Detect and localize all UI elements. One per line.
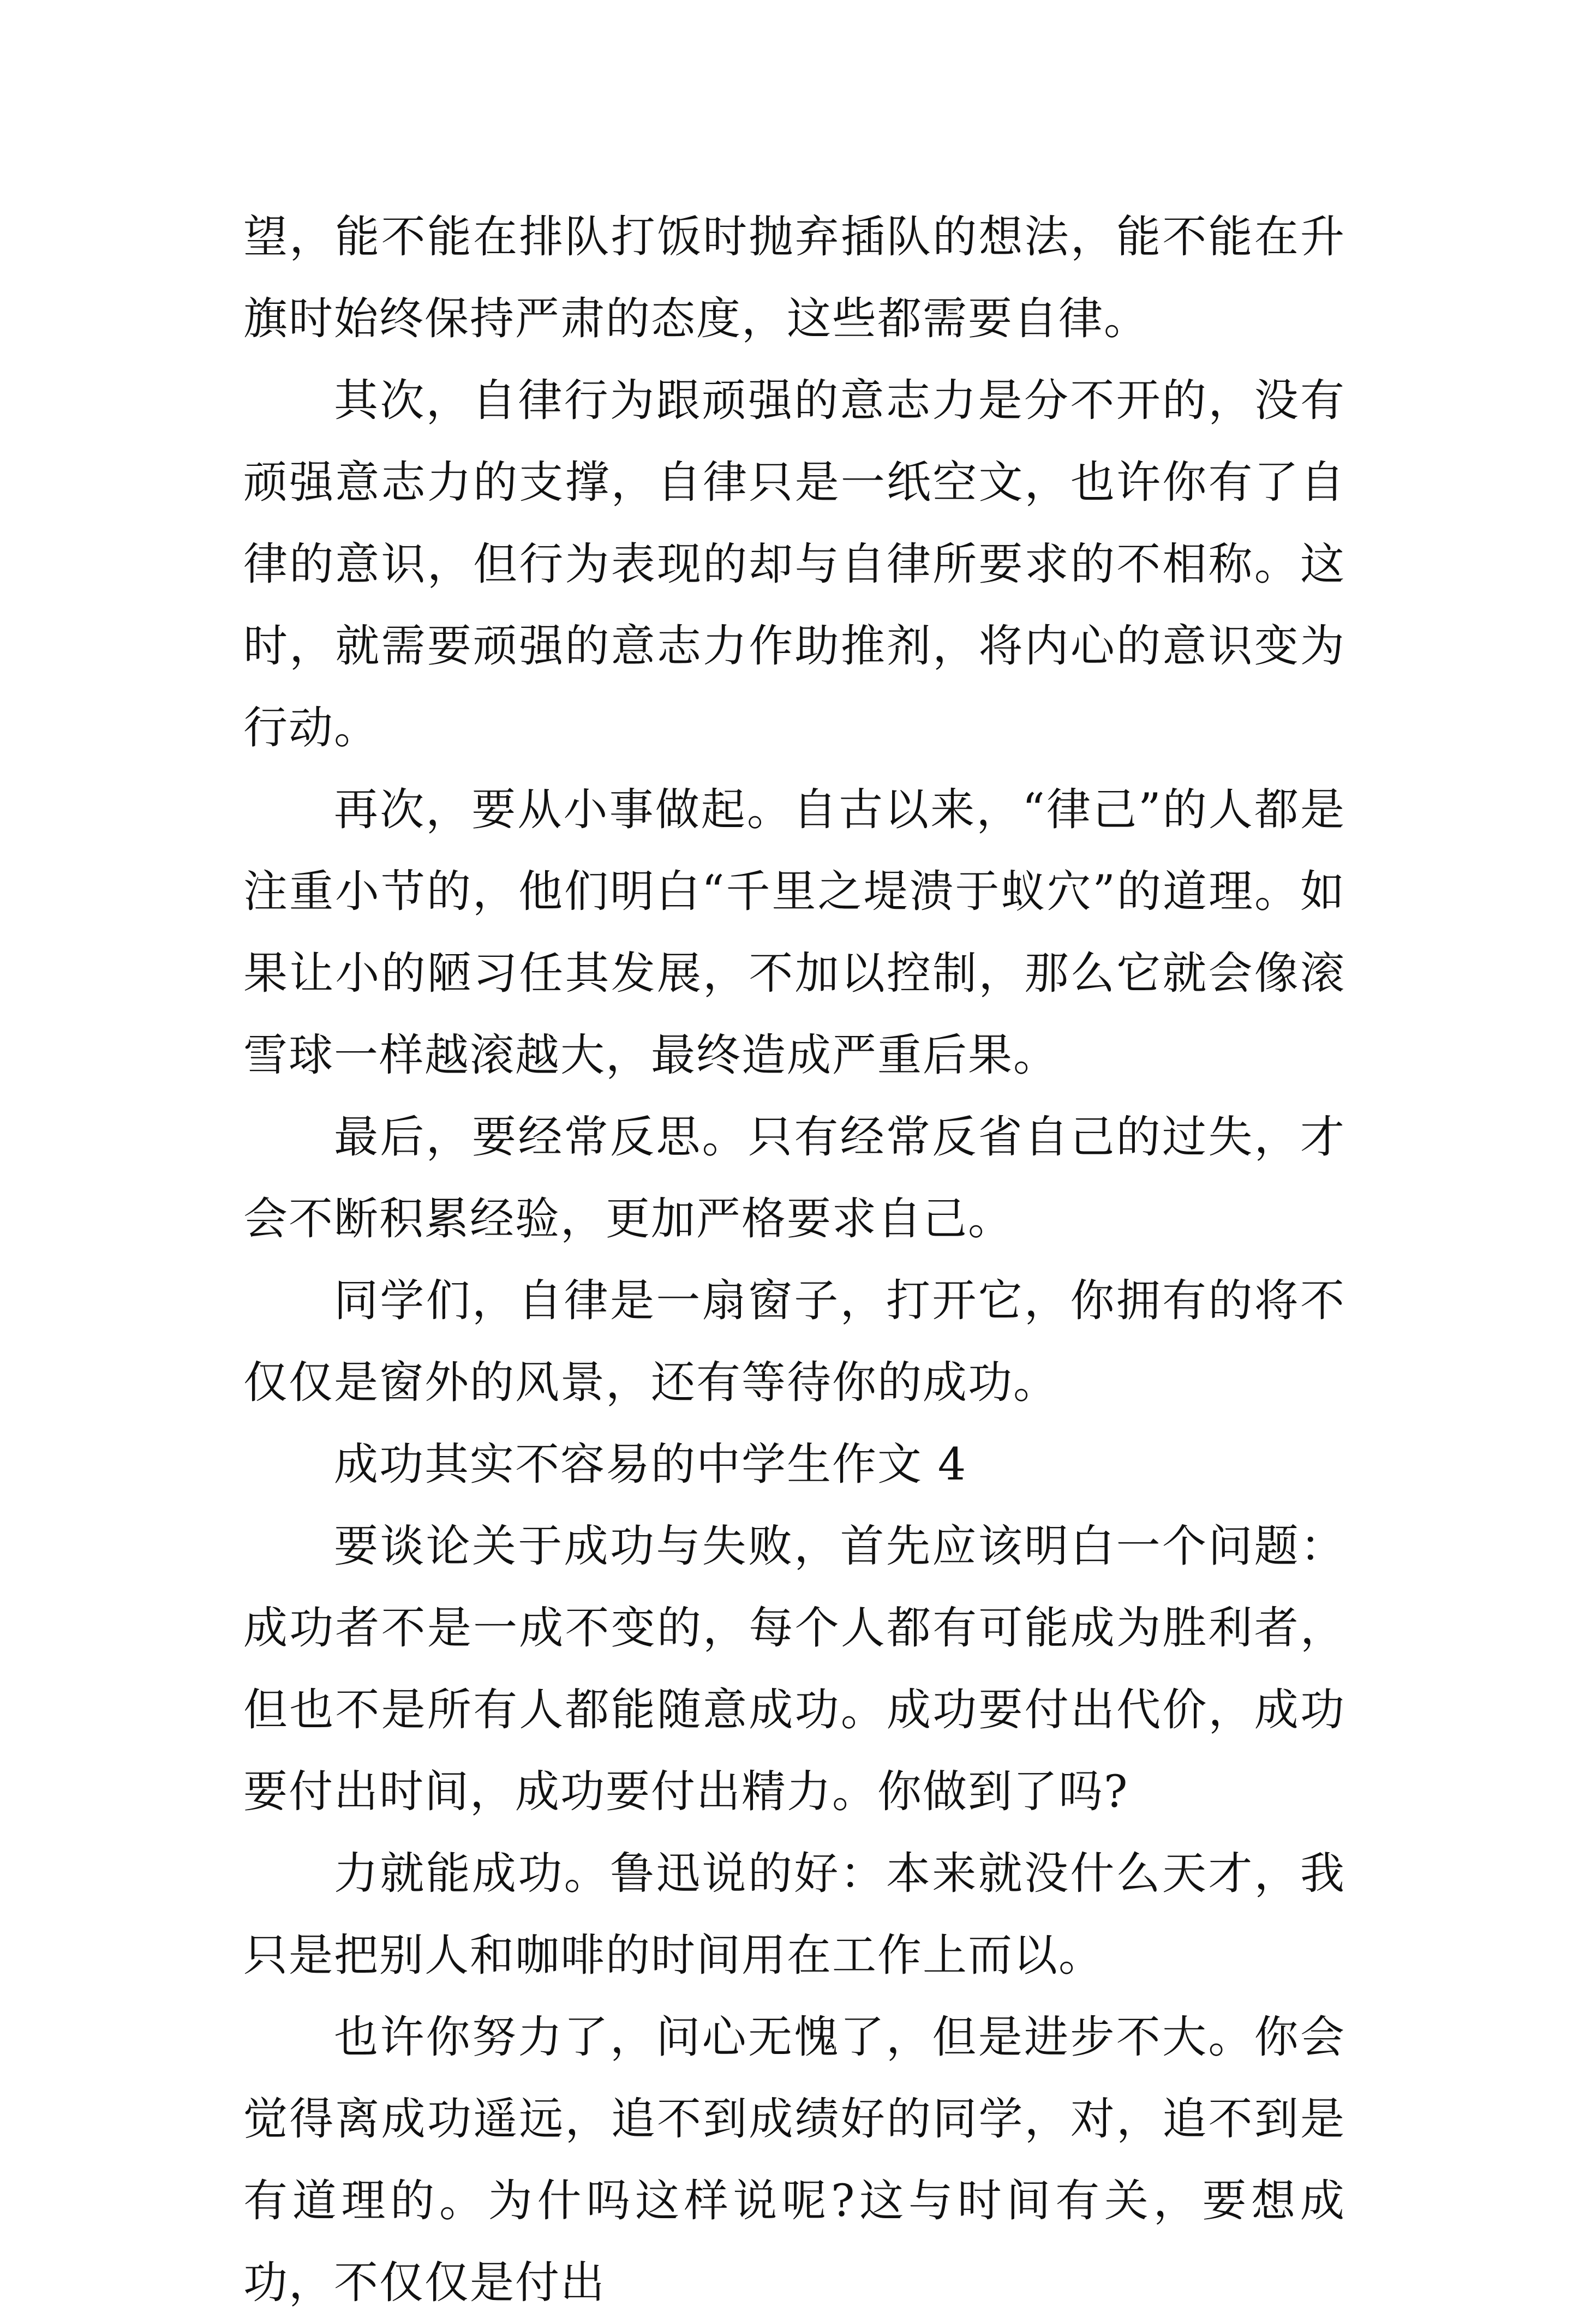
paragraph-conclusion: 同学们，自律是一扇窗子，打开它，你拥有的将不仅仅是窗外的风景，还有等待你的成功。 — [243, 1275, 1345, 1409]
paragraph-reflection: 最后，要经常反思。只有经常反省自己的过失，才会不断积累经验，更加严格要求自己。 — [243, 1112, 1345, 1245]
document-body — [243, 196, 1345, 2324]
paragraph-effort-time: 也许你努力了，问心无愧了，但是进步不大。你会觉得离成功遥远，追不到成绩好的同学，对，追不到是有道理的。为什吗这样说呢?这与时间有关，要想成功，不仅仅是付出 — [243, 2012, 1345, 2309]
essay-title: 成功其实不容易的中学生作文 4 — [334, 1439, 967, 1490]
paragraph-success-failure: 要谈论关于成功与失败，首先应该明白一个问题：成功者不是一成不变的，每个人都有可能成为胜利者，但也不是所有人都能随意成功。成功要付出代价，成功要付出时间，成功要付出精力。你做到了吗? — [243, 1521, 1345, 1818]
paragraph-willpower: 其次，自律行为跟顽强的意志力是分不开的，没有顽强意志力的支撑，自律只是一纸空文，也许你有了自律的意识，但行为表现的却与自律所要求的不相称。这时，就需要顽强的意志力作助推剂，将内心的意识变为行动。 — [243, 375, 1345, 754]
paragraph-continuation: 望，能不能在排队打饭时抛弃插队的想法，能不能在升旗时始终保持严肃的态度，这些都需要自律。 — [243, 212, 1345, 345]
paragraph-lu-xun-quote: 力就能成功。鲁迅说的好：本来就没什么天才，我只是把别人和咖啡的时间用在工作上而以。 — [243, 1848, 1345, 1981]
paragraph-small-things: 再次，要从小事做起。自古以来，“律己”的人都是注重小节的，他们明白“千里之堤溃于蚁穴”的道理。如果让小的陋习任其发展，不加以控制，那么它就会像滚雪球一样越滚越大，最终造成严重后果。 — [243, 784, 1345, 1081]
